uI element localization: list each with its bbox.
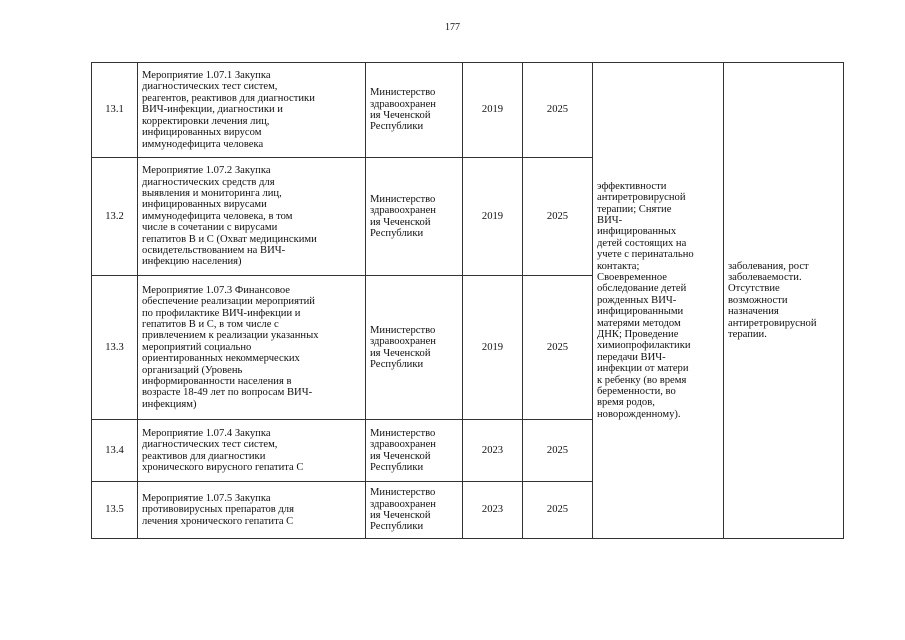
responsible-organization: Министерство здравоохранен ия Чеченской Республики [366, 158, 463, 276]
start-year: 2023 [463, 482, 523, 539]
row-number: 13.4 [92, 420, 138, 482]
consequences: заболевания, рост заболеваемости. Отсутствие возможности назначения антиретровирусной терапии. [724, 63, 844, 539]
measure-description: Мероприятие 1.07.3 Финансовое обеспечение реализации мероприятий по профилактике ВИЧ-инфекции и гепатитов В и С, в том числе с привлечением к реализации указанных мероприятий социально ориентированных некоммерческих организаций (Уровень информированности населения в возрасте 18-49 лет по вопросам ВИЧ- инфекциям) [138, 276, 366, 420]
start-year: 2023 [463, 420, 523, 482]
end-year: 2025 [523, 420, 593, 482]
responsible-organization: Министерство здравоохранен ия Чеченской Республики [366, 420, 463, 482]
end-year: 2025 [523, 482, 593, 539]
end-year: 2025 [523, 276, 593, 420]
row-number: 13.1 [92, 63, 138, 158]
end-year: 2025 [523, 158, 593, 276]
row-number: 13.5 [92, 482, 138, 539]
expected-results: эффективности антиретровирусной терапии; Снятие ВИЧ- инфицированных детей состоящих на учете с перинатально контакта; Своевременное обследование детей рожденных ВИЧ- инфицированными матерями методом ДНК; Проведение химиопрофилактики передачи ВИЧ- инфекции от матери к ребенку (во время беременности, во время родов, новорожденному). [593, 63, 724, 539]
row-number: 13.3 [92, 276, 138, 420]
start-year: 2019 [463, 276, 523, 420]
start-year: 2019 [463, 158, 523, 276]
measure-description: Мероприятие 1.07.2 Закупка диагностических средств для выявления и мониторинга лиц, инфицированных вирусами иммунодефицита человека, в том числе в сочетании с вирусами гепатитов В и С (Охват медицинскими освидетельствованием на ВИЧ- инфекцию населения) [138, 158, 366, 276]
measure-description: Мероприятие 1.07.4 Закупка диагностических тест систем, реактивов для диагностики хронического вирусного гепатита С [138, 420, 366, 482]
end-year: 2025 [523, 63, 593, 158]
page-number: 177 [445, 22, 460, 33]
responsible-organization: Министерство здравоохранен ия Чеченской Республики [366, 482, 463, 539]
responsible-organization: Министерство здравоохранен ия Чеченской Республики [366, 276, 463, 420]
program-table [91, 62, 844, 539]
responsible-organization: Министерство здравоохранен ия Чеченской Республики [366, 63, 463, 158]
start-year: 2019 [463, 63, 523, 158]
row-number: 13.2 [92, 158, 138, 276]
table-row [92, 63, 844, 158]
measure-description: Мероприятие 1.07.1 Закупка диагностических тест систем, реагентов, реактивов для диагностики ВИЧ-инфекции, диагностики и корректировки лечения лиц, инфицированных вирусом иммунодефицита человека [138, 63, 366, 158]
measure-description: Мероприятие 1.07.5 Закупка противовирусных препаратов для лечения хронического гепатита С [138, 482, 366, 539]
